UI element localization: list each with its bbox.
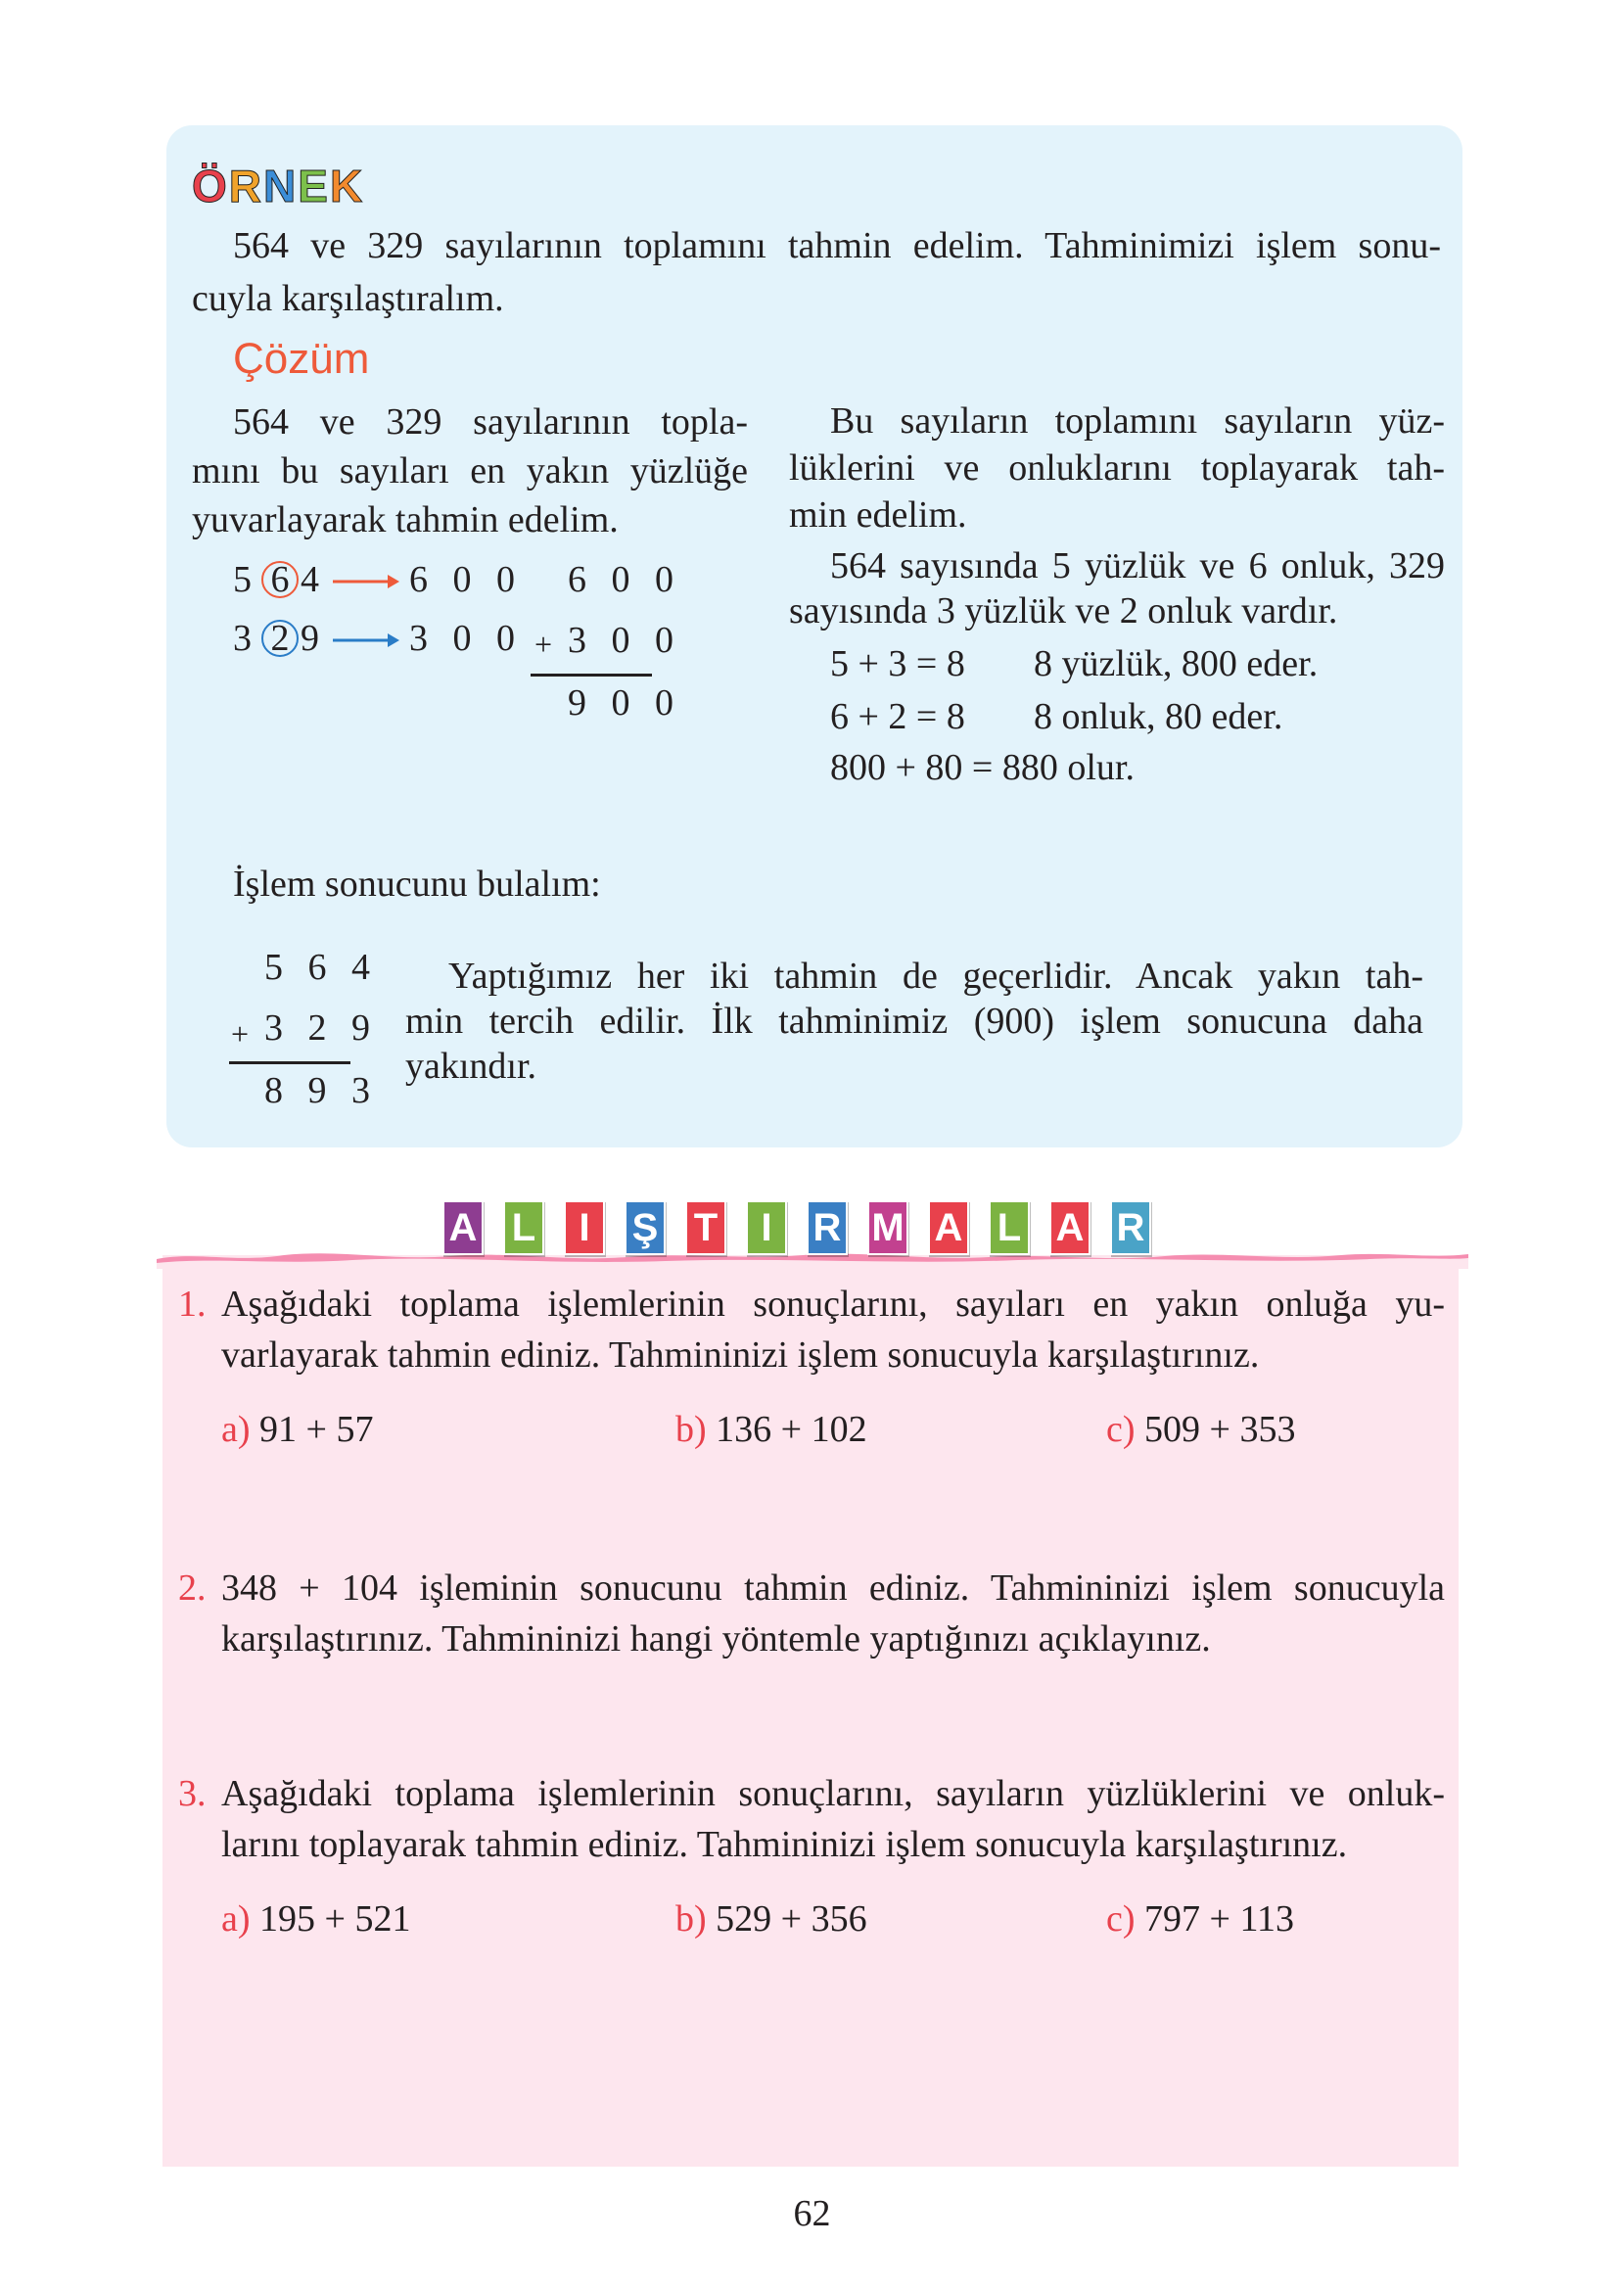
banner-letter: R <box>807 1200 848 1255</box>
calc3: 800 + 80 = 880 olur. <box>830 747 1135 788</box>
example-title <box>192 161 363 211</box>
calc2-text: 8 onluk, 80 eder. <box>1034 696 1283 737</box>
arrow-right-icon <box>333 572 399 591</box>
solution-title: Çözüm <box>233 335 370 383</box>
q3-item-b <box>675 1894 867 1944</box>
q1-item-a-expr: 91 + 57 <box>259 1409 374 1450</box>
banner-letter: R <box>1110 1200 1151 1255</box>
q1-line2: varlayarak tahmin ediniz. Tahmininizi işlem sonucuyla karşılaştırınız. <box>221 1334 1260 1376</box>
q1-item-a <box>221 1404 373 1455</box>
q3-item-b-expr: 529 + 356 <box>716 1898 867 1940</box>
banner-letter: I <box>564 1200 605 1255</box>
q2-line1: 348 + 104 işleminin sonucunu tahmin ediniz. Tahmininizi işlem sonucuyla <box>221 1567 1445 1609</box>
right-text-line2: lüklerini ve onluklarını toplayarak tah- <box>789 447 1445 489</box>
q3-line1: Aşağıdaki toplama işlemlerinin sonuçlarını, sayıların yüzlüklerini ve onluk- <box>221 1773 1445 1814</box>
example-title-letter: N <box>263 161 298 211</box>
exercises-area <box>162 1255 1459 2167</box>
q3-item-a-label: a) <box>221 1898 251 1940</box>
banner-letter: A <box>928 1200 969 1255</box>
example-title-letter: E <box>298 161 329 211</box>
q1-item-c-expr: 509 + 353 <box>1144 1409 1296 1450</box>
right-text-line1: Bu sayıların toplamını sayıların yüz- <box>830 400 1445 442</box>
q3-item-c-expr: 797 + 113 <box>1144 1898 1295 1940</box>
calc1-equation: 5 + 3 = 8 <box>830 643 965 684</box>
q3-item-c-label: c) <box>1106 1898 1136 1940</box>
banner-letter: A <box>1049 1200 1090 1255</box>
q1-line1: Aşağıdaki toplama işlemlerinin sonuçlarını, sayıları en yakın onluğa yu- <box>221 1284 1445 1325</box>
conclusion-line3: yakındır. <box>405 1046 537 1087</box>
q1-number: 1. <box>178 1284 207 1325</box>
rounding-b-suffix: 9 <box>301 618 327 659</box>
operation-rule <box>229 1061 350 1064</box>
conclusion-line1: Yaptığımız her iki tahmin de geçerlidir. Ancak yakın tah- <box>448 956 1423 997</box>
q3-item-b-label: b) <box>675 1898 707 1940</box>
rounded-sum-result: 9 0 0 <box>568 682 681 724</box>
banner-letter: L <box>989 1200 1030 1255</box>
q2-line2: karşılaştırınız. Tahmininizi hangi yöntemle yaptığınızı açıklayınız. <box>221 1618 1211 1660</box>
q1-item-b <box>675 1404 867 1455</box>
exercises-banner <box>442 1200 1179 1255</box>
q3-line2: larını toplayarak tahmin ediniz. Tahmininizi işlem sonucuyla karşılaştırınız. <box>221 1824 1348 1865</box>
q3-item-a-expr: 195 + 521 <box>259 1898 411 1940</box>
rounded-sum-bottom: 3 0 0 <box>568 620 681 661</box>
calc1-text: 8 yüzlük, 800 eder. <box>1034 643 1319 684</box>
left-text-line1: 564 ve 329 sayılarının topla- <box>233 401 748 443</box>
rounding-a-circled-digit: 6 <box>261 561 299 598</box>
example-title-letter: R <box>228 161 263 211</box>
operation-result: 8 9 3 <box>264 1070 378 1111</box>
rounding-row-a <box>233 556 327 603</box>
rounding-b-circled-digit: 2 <box>261 620 299 657</box>
calc2-equation: 6 + 2 = 8 <box>830 696 965 737</box>
q2-number: 2. <box>178 1567 207 1609</box>
example-prompt-line2: cuyla karşılaştıralım. <box>192 278 504 319</box>
q1-item-a-label: a) <box>221 1409 251 1450</box>
banner-letter: I <box>746 1200 787 1255</box>
banner-letter: L <box>503 1200 544 1255</box>
banner-letter: Ş <box>625 1200 666 1255</box>
q3-item-a <box>221 1894 410 1944</box>
banner-letter: T <box>685 1200 726 1255</box>
conclusion-line2: min tercih edilir. İlk tahminimiz (900) işlem sonucuna daha <box>405 1001 1423 1042</box>
banner-letter: A <box>442 1200 484 1255</box>
rounded-sum-top: 6 0 0 <box>568 559 681 600</box>
page-number: 62 <box>793 2193 831 2234</box>
right-text-line4: 564 sayısında 5 yüzlük ve 6 onluk, 329 <box>830 545 1445 586</box>
result-intro: İşlem sonucunu bulalım: <box>233 864 601 905</box>
q3-number: 3. <box>178 1773 207 1814</box>
rounding-a-prefix: 5 <box>233 559 259 600</box>
operation-top: 5 6 4 <box>264 947 378 988</box>
arrow-right-icon <box>333 631 399 650</box>
q3-item-c <box>1106 1894 1294 1944</box>
q1-item-c-label: c) <box>1106 1409 1136 1450</box>
right-text-line3: min edelim. <box>789 494 967 536</box>
sum-rule <box>531 674 652 677</box>
operation-plus: + <box>231 1016 250 1052</box>
operation-bottom: 3 2 9 <box>264 1007 378 1049</box>
q1-item-b-expr: 136 + 102 <box>716 1409 867 1450</box>
example-title-letter: K <box>329 161 364 211</box>
rounding-row-b <box>233 615 327 662</box>
q1-item-c <box>1106 1404 1295 1455</box>
left-text-line3: yuvarlayarak tahmin edelim. <box>192 499 619 540</box>
rounding-b-prefix: 3 <box>233 618 259 659</box>
right-text-line5: sayısında 3 yüzlük ve 2 onluk vardır. <box>789 590 1338 631</box>
rounding-b-result: 3 0 0 <box>409 618 523 659</box>
example-prompt-line1: 564 ve 329 sayılarının toplamını tahmin edelim. Tahminimizi işlem sonu- <box>233 225 1441 266</box>
rounding-a-result: 6 0 0 <box>409 559 523 600</box>
rounding-a-suffix: 4 <box>301 559 327 600</box>
example-title-letter: Ö <box>192 161 228 211</box>
plus-sign: + <box>534 627 553 662</box>
banner-letter: M <box>867 1200 908 1255</box>
left-text-line2: mını bu sayıları en yakın yüzlüğe <box>192 450 748 491</box>
q1-item-b-label: b) <box>675 1409 707 1450</box>
